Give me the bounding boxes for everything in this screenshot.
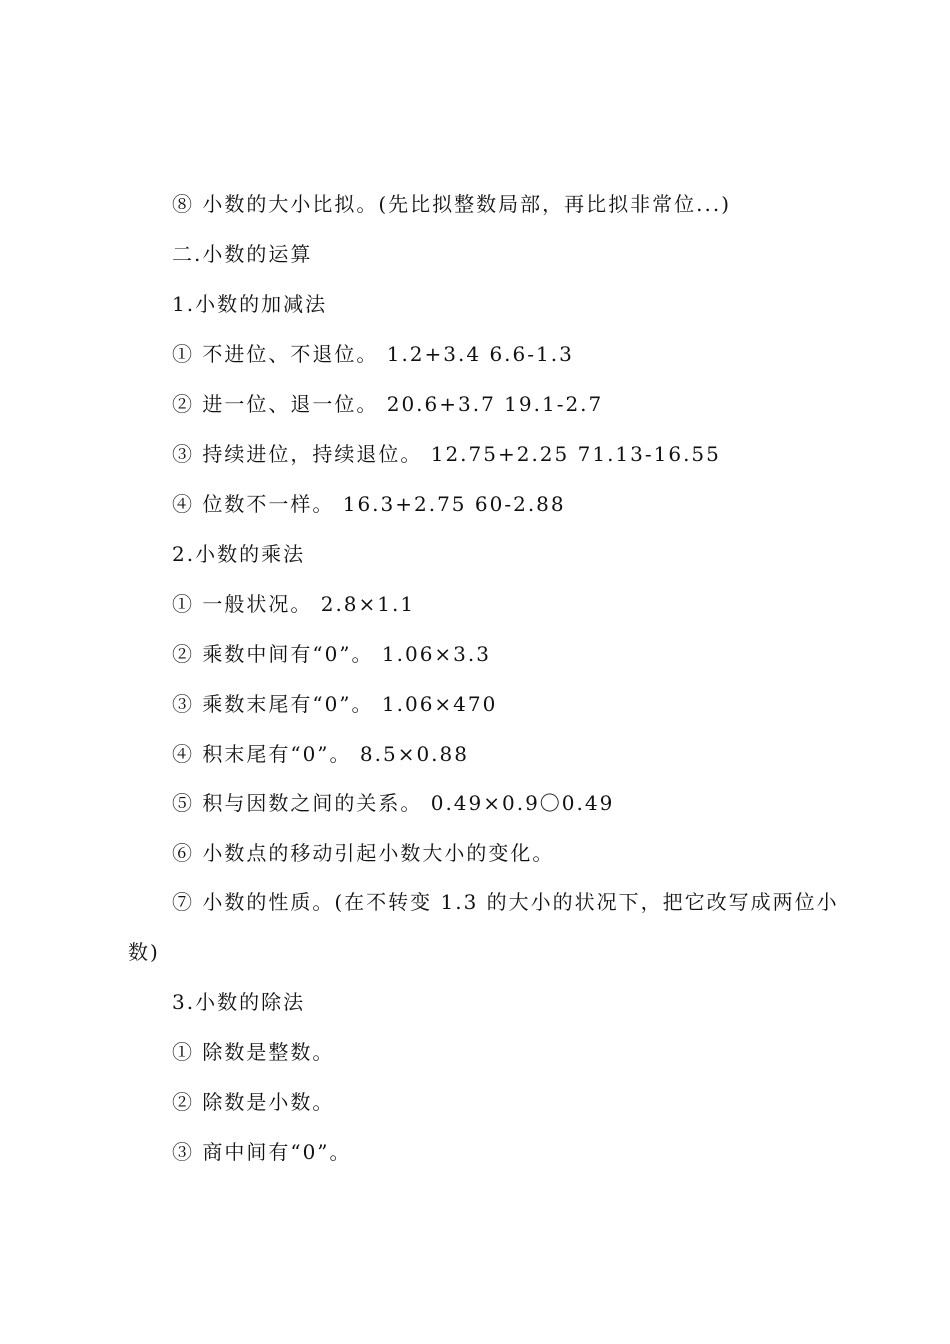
- list-item: ⑥ 小数点的移动引起小数大小的变化。: [172, 841, 555, 865]
- subheading-addition-subtraction: 1.小数的加减法: [172, 292, 328, 316]
- list-item: ② 乘数中间有“0”。 1.06×3.3: [172, 642, 491, 666]
- list-item: ① 不进位、不退位。 1.2+3.4 6.6-1.3: [172, 342, 574, 366]
- section-heading-decimal-operations: 二.小数的运算: [172, 242, 313, 266]
- list-item: ③ 商中间有“0”。: [172, 1140, 352, 1164]
- subheading-division: 3.小数的除法: [172, 990, 306, 1014]
- list-item: ① 一般状况。 2.8×1.1: [172, 592, 416, 616]
- list-item: ② 除数是小数。: [172, 1090, 335, 1114]
- list-item: ③ 持续进位，持续退位。 12.75+2.25 71.13-16.55: [172, 442, 721, 466]
- list-item: ④ 位数不一样。 16.3+2.75 60-2.88: [172, 492, 566, 516]
- list-item: ② 进一位、退一位。 20.6+3.7 19.1-2.7: [172, 392, 604, 416]
- list-item-wrapped: ⑦ 小数的性质。(在不转变 1.3 的大小的状况下，把它改写成两位小数): [128, 890, 839, 964]
- list-item: ④ 积末尾有“0”。 8.5×0.88: [172, 742, 469, 766]
- item-8-decimal-comparison: ⑧ 小数的大小比拟。(先比拟整数局部，再比拟非常位...): [172, 192, 732, 216]
- list-item: ① 除数是整数。: [172, 1040, 335, 1064]
- list-item: ⑤ 积与因数之间的关系。 0.49×0.9〇0.49: [172, 791, 615, 815]
- list-item: ③ 乘数末尾有“0”。 1.06×470: [172, 692, 498, 716]
- subheading-multiplication: 2.小数的乘法: [172, 542, 306, 566]
